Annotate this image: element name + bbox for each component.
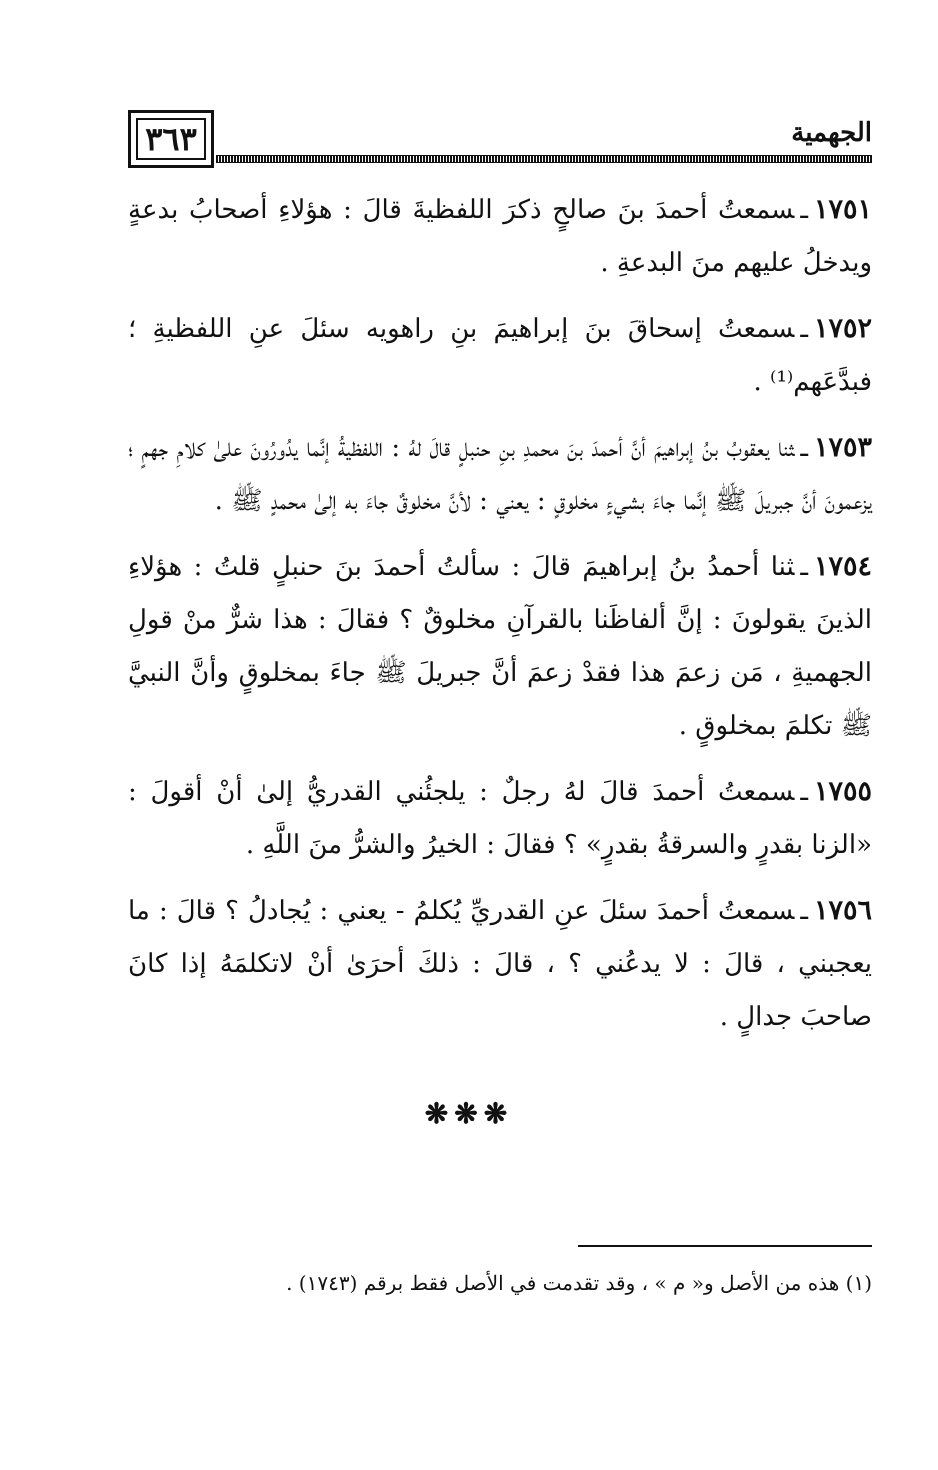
section-separator: ❋❋❋ <box>424 1097 514 1130</box>
paragraph-number: ١٧٥١ <box>813 194 872 225</box>
paragraph: ١٧٥٦ـسمعتُ أحمدَ سئلَ عنِ القدريِّ يُكلمُ - يعني : يُجادلُ ؟ قالَ : ما يعجبني ، قالَ : لا يدعُني ؟ ، قالَ : ذلكَ أحرَىٰ أنْ لاتكلمَهُ إذا كانَ صاحبَ جدالٍ . <box>128 895 872 1032</box>
paragraph-text: سمعتُ أحمدَ قالَ لهُ رجلٌ : يلجئُني القدريُّ إلىٰ أنْ أقولَ : «الزنا بقدرٍ والسرقةُ بقدرٍ» ؟ فقالَ : الخيرُ والشرُّ منَ اللَّهِ . <box>128 777 872 860</box>
paragraph-text: ثنا أحمدُ بنُ إبراهيمَ قالَ : سألتُ أحمدَ بنَ حنبلٍ قلتُ : هؤلاءِ الذينَ يقولونَ : إنَّ ألفاظَنا بالقرآنِ مخلوقٌ ؟ فقالَ : هذا شرٌّ منْ قولِ الجهميةِ ، مَن زعمَ هذا فقدْ زعمَ أنَّ جبريلَ ﷺ جاءَ بمخلوقٍ وأنَّ النبيَّ ﷺ تكلمَ بمخلوقٍ . <box>128 552 872 741</box>
paragraph-number: ١٧٥٢ <box>813 313 872 344</box>
paragraph-number: ١٧٥٦ <box>813 895 872 926</box>
page-header <box>128 110 872 170</box>
paragraph-text: سمعتُ أحمدَ سئلَ عنِ القدريِّ يُكلمُ - يعني : يُجادلُ ؟ قالَ : ما يعجبني ، قالَ : لا يدعُني ؟ ، قالَ : ذلكَ أحرَىٰ أنْ لاتكلمَهُ إذا كانَ صاحبَ جدالٍ . <box>128 896 872 1032</box>
paragraph: ١٧٥١ـسمعتُ أحمدَ بنَ صالحٍ ذكرَ اللفظيةَ قالَ : هؤلاءِ أصحابُ بدعةٍ ويدخلُ عليهم منَ البدعةِ . <box>128 194 872 278</box>
footnote: (١) هذه من الأصل و« م » ، وقد تقدمت في الأصل فقط برقم (١٧٤٣) . <box>286 1271 872 1295</box>
page-number: ٣٦٣ <box>145 120 197 158</box>
paragraph-text: سمعتُ إسحاقَ بنَ إبراهيمَ بنِ راهويه سئلَ عنِ اللفظيةِ ؛ فبدَّعَهم⁽¹⁾ . <box>128 314 872 397</box>
paragraph-number: ١٧٥٣ <box>813 432 872 463</box>
body-text <box>128 183 872 1056</box>
paragraph: ١٧٥٢ـسمعتُ إسحاقَ بنَ إبراهيمَ بنِ راهويه سئلَ عنِ اللفظيةِ ؛ فبدَّعَهم⁽¹⁾ . <box>128 313 872 397</box>
paragraph: ١٧٥٣ـثنا يعقوبُ بنُ إبراهيمَ أنَّ أحمدَ بنَ محمدِ بنِ حنبلٍ قالَ لهُ : اللفظيةُ إنَّما يدُورُونَ علىٰ كلامِ جهمٍ ؛ يزعمونَ أنَّ جبريلَ ﷺ إنَّما جاءَ بشيءٍ مخلوقٍ : يعني : لأنَّ مخلوقٌ جاءَ به إلىٰ محمدٍ ﷺ . <box>128 432 872 516</box>
header-rule <box>216 155 872 163</box>
paragraph-number: ١٧٥٥ <box>813 776 872 807</box>
paragraph: ١٧٥٤ـثنا أحمدُ بنُ إبراهيمَ قالَ : سألتُ أحمدَ بنَ حنبلٍ قلتُ : هؤلاءِ الذينَ يقولونَ : إنَّ ألفاظَنا بالقرآنِ مخلوقٌ ؟ فقالَ : هذا شرٌّ منْ قولِ الجهميةِ ، مَن زعمَ هذا فقدْ زعمَ أنَّ جبريلَ ﷺ جاءَ بمخلوقٍ وأنَّ النبيَّ ﷺ تكلمَ بمخلوقٍ . <box>128 551 872 741</box>
page-number-box <box>128 110 214 168</box>
paragraph-number: ١٧٥٤ <box>813 551 872 582</box>
paragraph-text: ثنا يعقوبُ بنُ إبراهيمَ أنَّ أحمدَ بنَ محمدِ بنِ حنبلٍ قالَ لهُ : اللفظيةُ إنَّما يدُورُونَ علىٰ كلامِ جهمٍ ؛ يزعمونَ أنَّ جبريلَ ﷺ إنَّما جاءَ بشيءٍ مخلوقٍ : يعني : لأنَّ مخلوقٌ جاءَ به إلىٰ محمدٍ ﷺ . <box>128 433 872 516</box>
paragraph-text: سمعتُ أحمدَ بنَ صالحٍ ذكرَ اللفظيةَ قالَ : هؤلاءِ أصحابُ بدعةٍ ويدخلُ عليهم منَ البدعةِ . <box>128 195 872 278</box>
paragraph: ١٧٥٥ـسمعتُ أحمدَ قالَ لهُ رجلٌ : يلجئُني القدريُّ إلىٰ أنْ أقولَ : «الزنا بقدرٍ والسرقةُ بقدرٍ» ؟ فقالَ : الخيرُ والشرُّ منَ اللَّهِ . <box>128 776 872 860</box>
footnote-rule <box>578 1245 872 1247</box>
running-title: الجهمية <box>791 118 872 148</box>
